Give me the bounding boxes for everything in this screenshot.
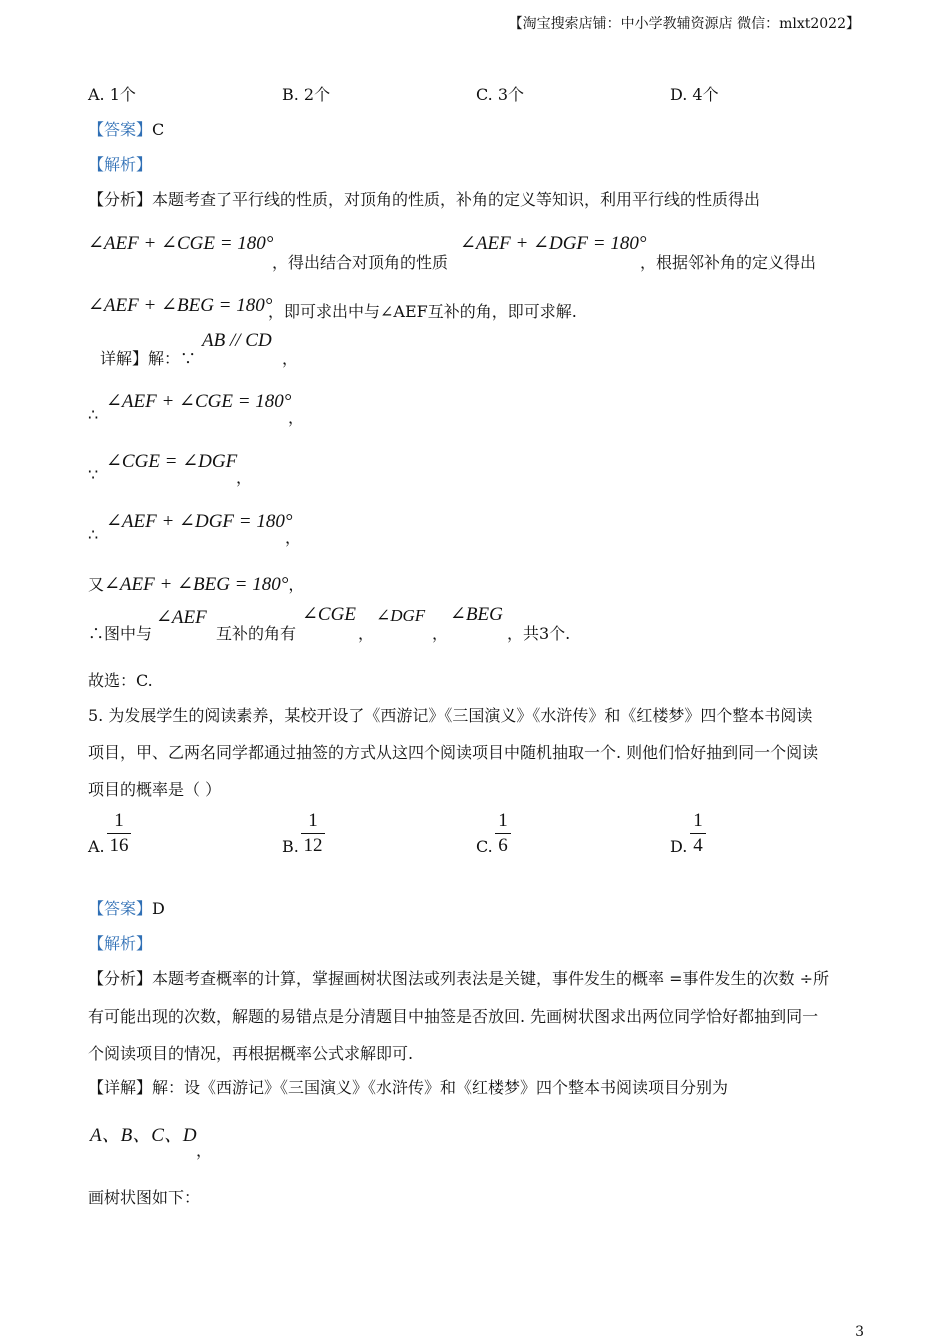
q5-stem-line2: 项目，甲、乙两名同学都通过抽签的方式从这四个阅读项目中随机抽取一个. 则他们恰好抽到同一个阅读 xyxy=(88,743,819,762)
eq-beg-alone: ∠BEG xyxy=(450,604,503,625)
comma-1: ， xyxy=(282,349,299,368)
q4-answer xyxy=(88,117,164,140)
q5-detail-line: 【详解】解：设《西游记》《三国演义》《水浒传》和《红楼梦》四个整本书阅读项目分别为 xyxy=(88,1078,729,1097)
eq-aef-cge-2: ∠AEF + ∠CGE = 180° xyxy=(106,391,292,412)
text-adjacent: ，根据邻补角的定义得出 xyxy=(640,253,817,272)
eq-aef-alone: ∠AEF xyxy=(156,607,207,628)
eq-aef-cge: ∠AEF + ∠CGE = 180° xyxy=(88,233,274,254)
q4-option-b: B. 2个 xyxy=(282,85,331,104)
therefore-1: ∴ xyxy=(88,405,99,424)
q5-option-a-label: A. xyxy=(88,837,105,856)
detail-prefix: 详解】解：∵ xyxy=(100,349,197,368)
q5-option-b-fraction xyxy=(301,810,325,857)
comma-5: ， xyxy=(288,575,305,594)
q5-option-c-label: C. xyxy=(476,837,493,856)
comma-8: ， xyxy=(196,1141,213,1160)
q5-answer xyxy=(88,896,165,919)
comma-2: ， xyxy=(288,408,305,427)
answer-tag: 【答案】 xyxy=(88,120,153,139)
q5-analysis-tag: 【解析】 xyxy=(88,934,153,953)
comma-4: ， xyxy=(285,528,302,547)
text-find: ，即可求出中与∠AEF互补的角，即可求解. xyxy=(268,302,577,321)
q5-fenxi-line3: 个阅读项目的情况，再根据概率公式求解即可. xyxy=(88,1044,414,1063)
q5-tree-intro: 画树状图如下： xyxy=(88,1188,201,1207)
answer-tag: 【答案】 xyxy=(88,899,153,918)
fraction-bar xyxy=(495,833,511,834)
you-char: 又 xyxy=(88,575,105,594)
eq-dgf-alone: ∠DGF xyxy=(376,606,426,625)
comma-6: ， xyxy=(358,624,375,643)
eq-aef-beg-2: ∠AEF + ∠BEG = 180° xyxy=(104,574,289,595)
q4-analysis-tag: 【解析】 xyxy=(88,155,153,174)
q5-stem-line1: 5. 为发展学生的阅读素养，某校开设了《西游记》《三国演义》《水浒传》和《红楼梦》四个整本书阅读 xyxy=(88,706,813,725)
fraction-denominator: 16 xyxy=(109,835,129,856)
comma-3: ， xyxy=(236,468,253,487)
eq-aef-dgf: ∠AEF + ∠DGF = 180° xyxy=(460,233,647,254)
eq-ab-cd: AB // CD xyxy=(202,330,272,351)
fraction-denominator: 12 xyxy=(303,835,323,856)
fraction-bar xyxy=(301,833,325,834)
result-prefix: ∴图中与 xyxy=(88,624,153,643)
result-end: ，共3个. xyxy=(507,624,571,643)
q5-option-d-label: D. xyxy=(670,837,688,856)
therefore-2: ∴ xyxy=(88,525,99,544)
q5-option-b-label: B. xyxy=(282,837,299,856)
eq-aef-dgf-2: ∠AEF + ∠DGF = 180° xyxy=(106,511,293,532)
q4-option-d: D. 4个 xyxy=(670,85,719,104)
fraction-denominator: 4 xyxy=(693,835,703,856)
because-1: ∵ xyxy=(88,465,99,484)
q5-fenxi-line2: 有可能出现的次数，解题的易错点是分清题目中抽签是否放回. 先画树状图求出两位同学恰好都抽到同一 xyxy=(88,1007,819,1026)
you-line xyxy=(88,572,304,596)
q4-option-c: C. 3个 xyxy=(476,85,525,104)
page-header: 【淘宝搜索店铺：中小学教辅资源店 微信：mlxt2022】 xyxy=(508,16,860,32)
fraction-numerator: 1 xyxy=(308,810,318,831)
fraction-numerator: 1 xyxy=(114,810,124,831)
answer-value: C xyxy=(152,120,165,139)
eq-cge-dgf: ∠CGE = ∠DGF xyxy=(106,451,238,472)
q5-option-c-fraction xyxy=(495,810,511,857)
q5-stem-line3: 项目的概率是（ ） xyxy=(88,780,222,799)
answer-value: D xyxy=(152,899,165,918)
text-derive: ，得出结合对顶角的性质 xyxy=(272,253,449,272)
q4-option-a: A. 1个 xyxy=(88,85,136,104)
q4-fenxi-line: 【分析】本题考查了平行线的性质，对顶角的性质，补角的定义等知识，利用平行线的性质得出 xyxy=(88,190,761,209)
q5-option-a-fraction xyxy=(107,810,131,857)
fraction-numerator: 1 xyxy=(498,810,508,831)
q5-option-d-fraction xyxy=(690,810,706,857)
fraction-bar xyxy=(690,833,706,834)
eq-aef-beg-1: ∠AEF + ∠BEG = 180° xyxy=(88,295,273,316)
q5-fenxi-line1: 【分析】本题考查概率的计算，掌握画树状图法或列表法是关键，事件发生的概率 =事件发生的次数 ÷所 xyxy=(88,969,829,988)
page-number: 3 xyxy=(855,1324,864,1340)
eq-cge-alone: ∠CGE xyxy=(302,604,356,625)
q4-choose: 故选：C. xyxy=(88,671,153,690)
result-mid: 互补的角有 xyxy=(216,624,297,643)
fraction-denominator: 6 xyxy=(498,835,508,856)
fraction-numerator: 1 xyxy=(693,810,703,831)
comma-7: ， xyxy=(432,624,449,643)
q5-letters: A、B、C、D xyxy=(90,1125,197,1146)
fraction-bar xyxy=(107,833,131,834)
